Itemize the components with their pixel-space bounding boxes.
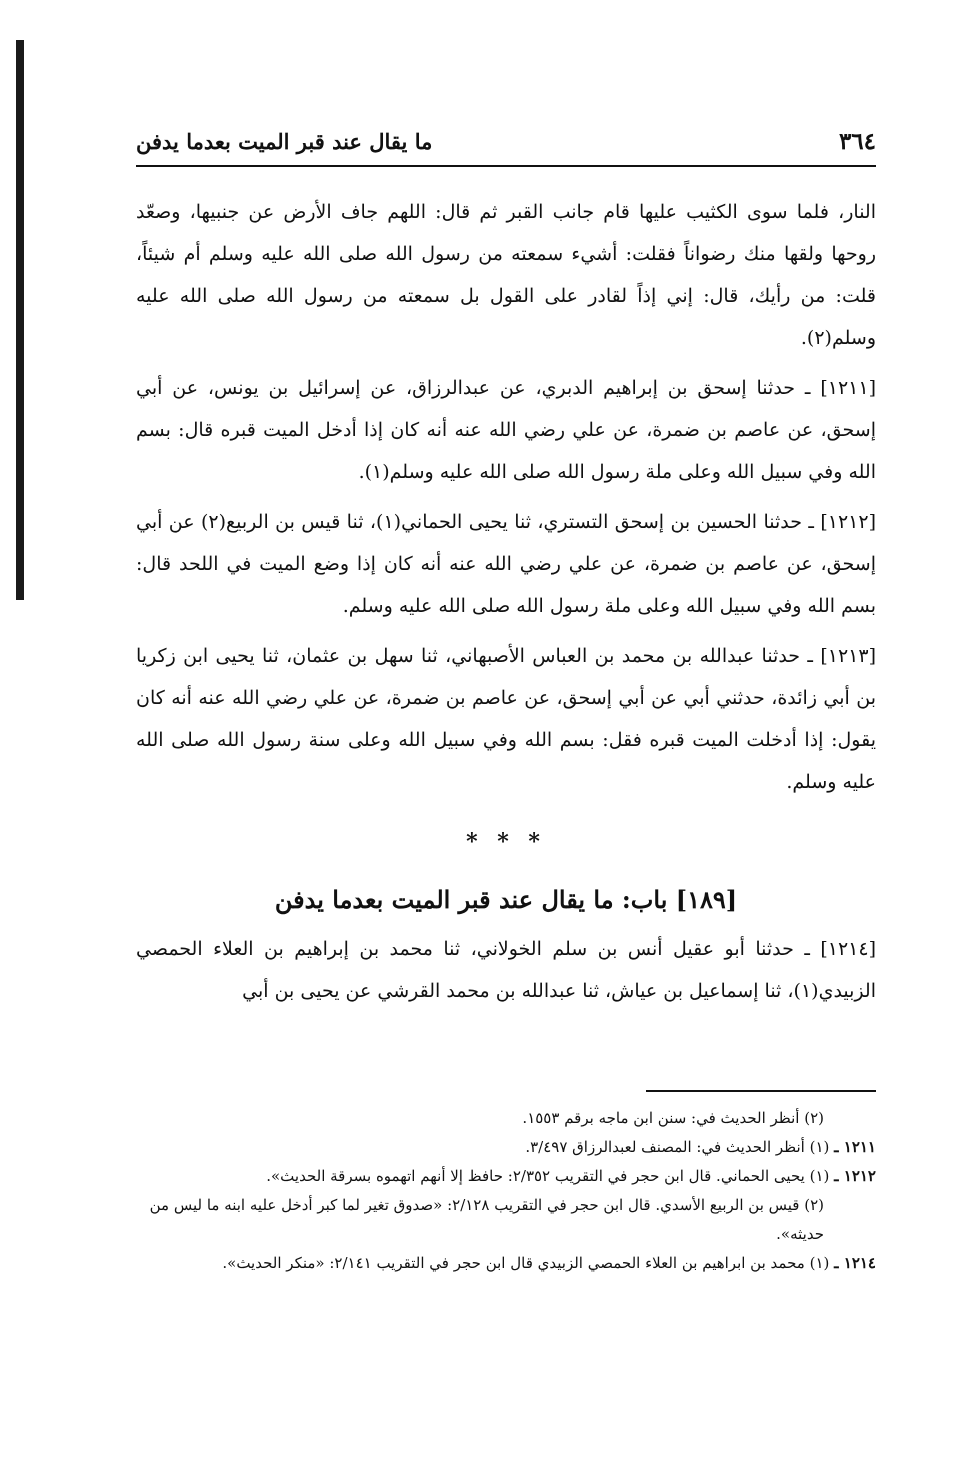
section-separator: * * * <box>466 829 546 855</box>
footnote-text: (٢) قيس بن الربيع الأسدي. قال ابن حجر في التقريب ٢/١٢٨: «صدوق تغير لما كبر أدخل عليه ابنه ما ليس من حديثه». <box>149 1196 824 1243</box>
paragraph-continuation: النار، فلما سوى الكثيب عليها قام جانب القبر ثم قال: اللهم جاف الأرض عن جنبيها، وصعّد روحها ولقها منك رضواناً فقلت: أشيء سمعته من رسول الله صلى الله عليه وسلم أم شيئاً، قلت: من رأيك، قال: إني إذاً لقادر على القول بل سمعته من رسول الله صلى الله عليه وسلم(٢). <box>136 201 876 349</box>
chapter-title: [١٨٩] باب: ما يقال عند قبر الميت بعدما يدفن <box>274 885 738 914</box>
hadith-1213: [١٢١٣] ـ حدثنا عبدالله بن محمد بن العباس الأصبهاني، ثنا سهل بن عثمان، ثنا يحيى ابن زكريا بن أبي زائدة، حدثني أبي عن أبي إسحق، عن عاصم بن ضمرة، عن علي رضي الله عنه أنه كان يقول: إذا أدخلت الميت قبره فقل: بسم الله وفي سبيل الله وعلى سنة رسول الله صلى الله عليه وسلم. <box>136 645 876 793</box>
hadith-1211: [١٢١١] ـ حدثنا إسحق بن إبراهيم الدبري، عن عبدالرزاق، عن إسرائيل بن يونس، عن أبي إسحق، عن عاصم بن ضمرة، عن علي رضي الله عنه أنه كان إذا أدخل الميت قبره قال: بسم الله وفي سبيل الله وعلى ملة رسول الله صلى الله عليه وسلم(١). <box>136 377 876 483</box>
hadith-1214: [١٢١٤] ـ حدثنا أبو عقيل أنس بن سلم الخولاني، ثنا محمد بن إبراهيم بن العلاء الحمصي الزبيدي(١)، ثنا إسماعيل بن عياش، ثنا عبدالله بن محمد القرشي عن يحيى بن أبي <box>136 938 876 1002</box>
footnote-text: (١) محمد بن ابراهيم بن العلاء الحمصي الزبيدي قال ابن حجر في التقريب ٢/١٤١: «منكر الحديث». <box>222 1254 830 1272</box>
footnote-text: (١) يحيى الحماني. قال ابن حجر في التقريب ٢/٣٥٢: حافظ إلا أنهم اتهموه بسرقة الحديث». <box>266 1167 830 1185</box>
footnote-item <box>136 1133 876 1162</box>
running-header <box>136 128 876 167</box>
footnote-text: (٢) أنظر الحديث في: سنن ابن ماجه برقم ١٥٥٣. <box>522 1109 824 1127</box>
footnote-label: ١٢١٢ ـ <box>834 1167 876 1185</box>
footnote-text: (١) أنظر الحديث في: المصنف لعبدالرزاق ٣/٤٩٧. <box>525 1138 830 1156</box>
page-number: ٣٦٤ <box>838 128 876 155</box>
footnote-label: ١٢١١ ـ <box>834 1138 876 1156</box>
running-title: ما يقال عند قبر الميت بعدما يدفن <box>136 129 433 154</box>
footnote-item <box>136 1191 876 1249</box>
book-page <box>136 128 876 1278</box>
footnotes <box>136 1104 876 1278</box>
footnote-label: ١٢١٤ ـ <box>834 1254 876 1272</box>
footnote-item <box>136 1249 876 1278</box>
footnote-item <box>136 1162 876 1191</box>
footnote-item <box>136 1104 876 1133</box>
page-binding-edge <box>16 40 24 600</box>
footnote-divider <box>646 1090 876 1092</box>
hadith-1212: [١٢١٢] ـ حدثنا الحسين بن إسحق التستري، ثنا يحيى الحماني(١)، ثنا قيس بن الربيع(٢) عن أبي إسحق، عن عاصم بن ضمرة، عن علي رضي الله عنه أنه كان إذا وضع الميت في اللحد قال: بسم الله وفي سبيل الله وعلى ملة رسول الله صلى الله عليه وسلم. <box>136 511 877 617</box>
